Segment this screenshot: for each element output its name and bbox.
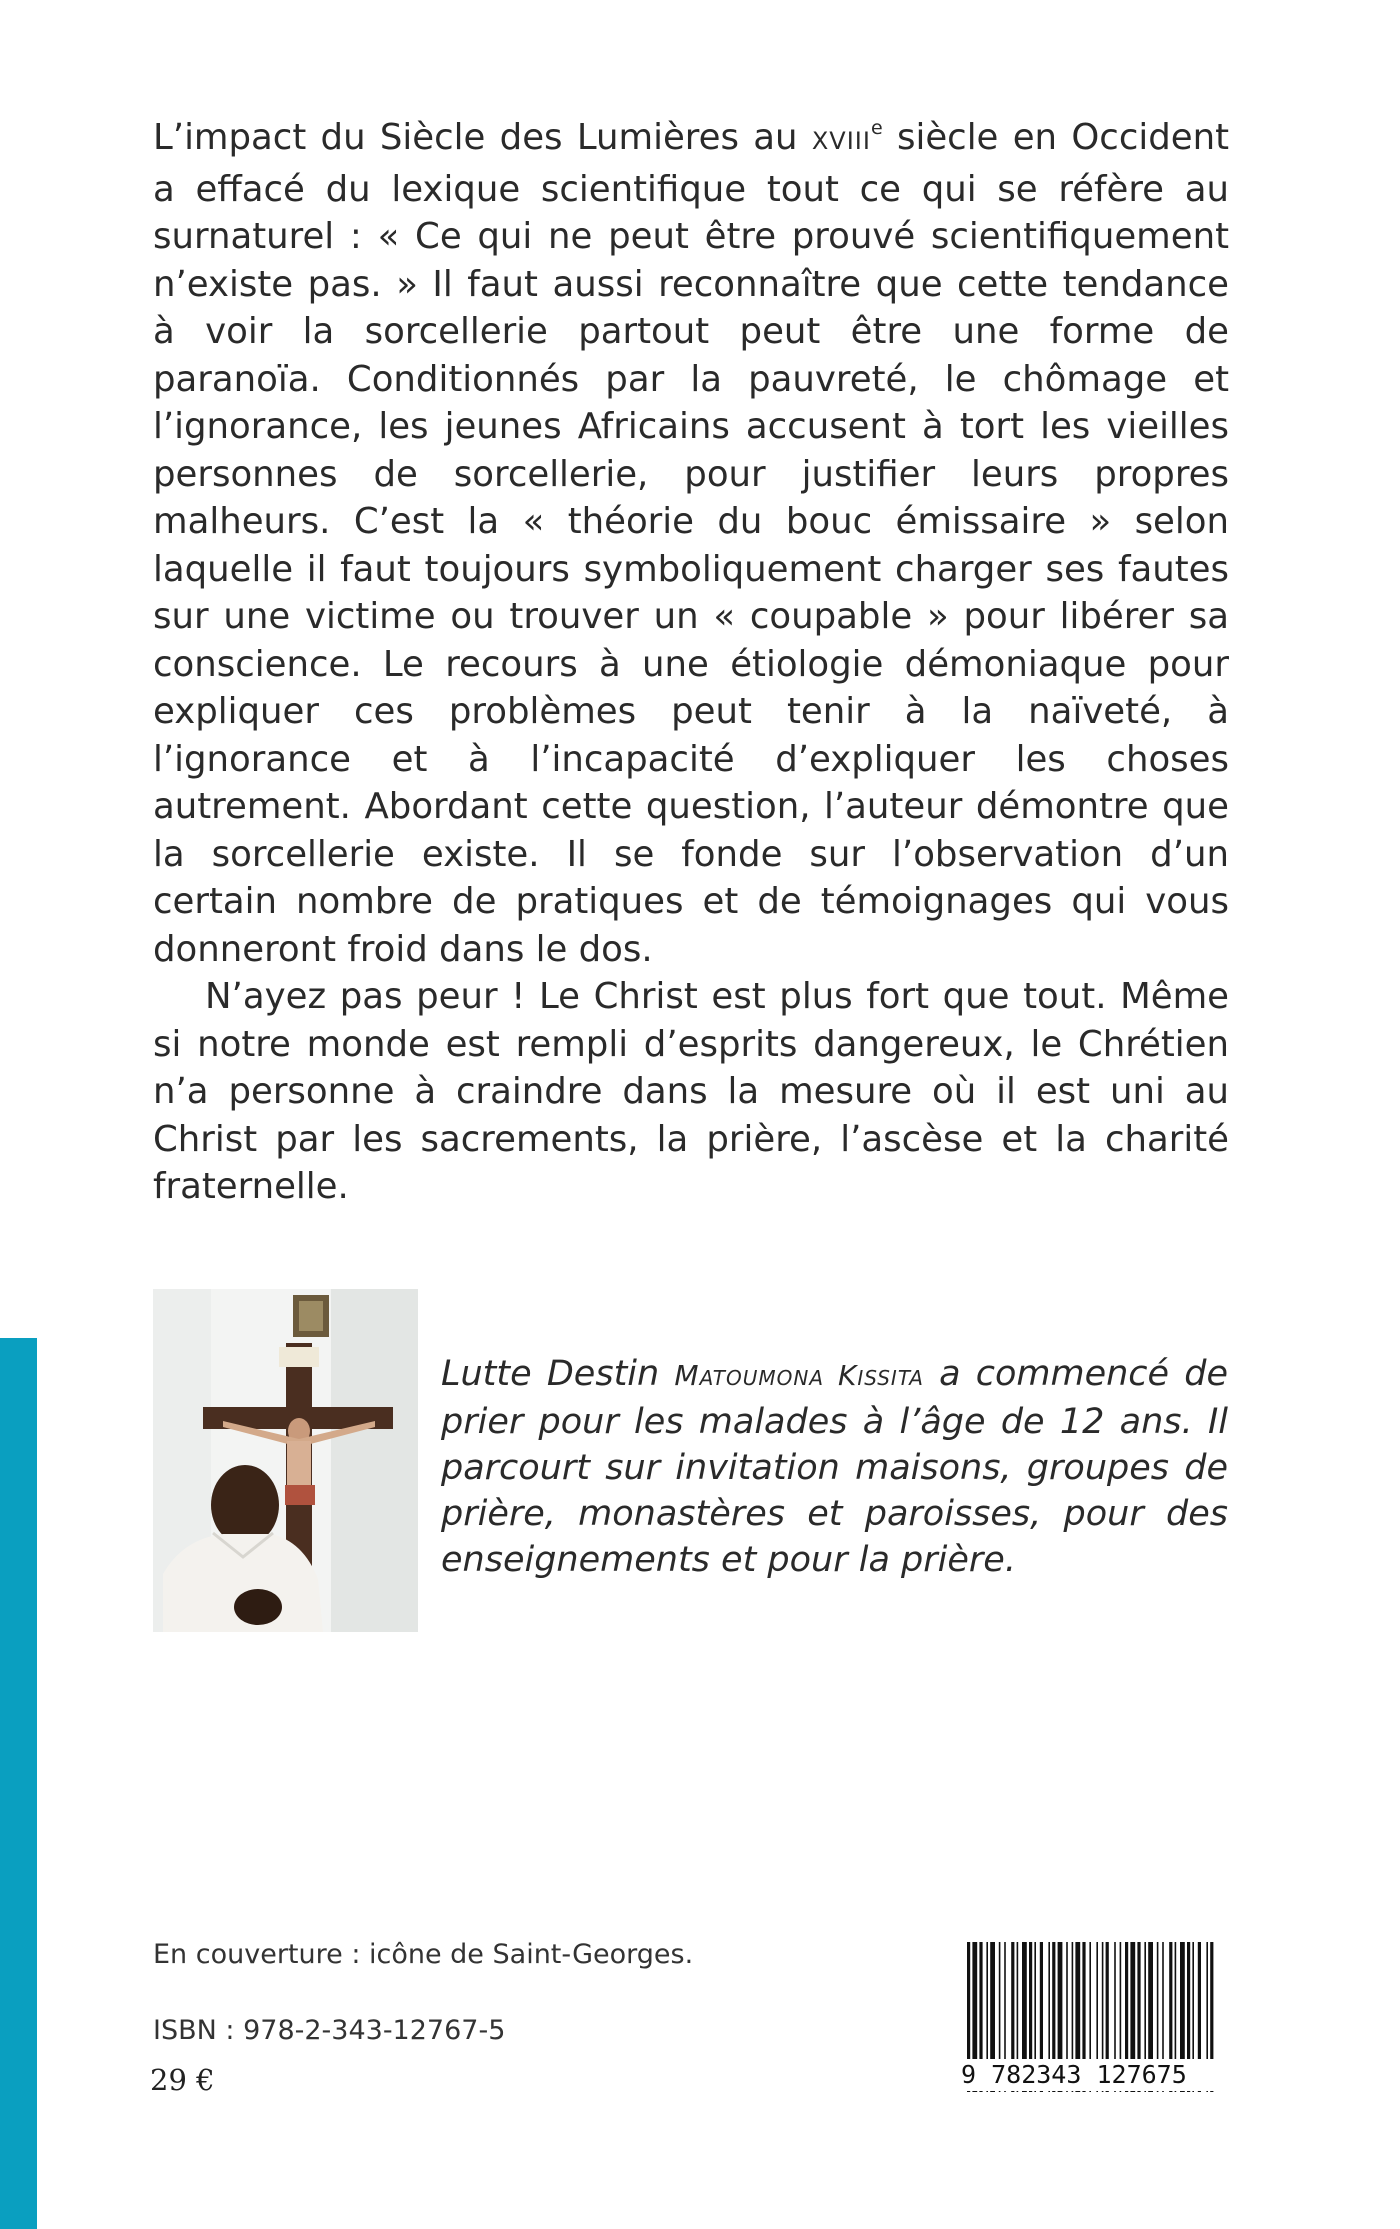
author-bio-text: a commencé de prier pour les malades à l’âge de 12 ans. Il parcourt sur invitation maisons, groupes de prière, monastères et paroisses, pour des enseignements et pour la prière. [441, 1354, 1229, 1580]
author-surname: Matoumona Kissita [674, 1359, 924, 1392]
author-first-names: Lutte Destin [441, 1354, 675, 1394]
century-suffix: e [870, 117, 883, 139]
author-bio [441, 1351, 1228, 1583]
blurb-text: siècle en Occident a effacé du lexique scientifique tout ce qui se réfère au surnaturel : « Ce qui ne peut être prouvé scientifiquement n’existe pas. » Il faut aussi reconnaître que cette tendance à voir la sorcellerie partout peut être une forme de paranoïa. Conditionnés par la pauvreté, le chômage et l’ignorance, les jeunes Africains accusent à tort les vieilles personnes de sorcellerie, pour justifier leurs propres malheurs. C’est la « théorie du bouc émissaire » selon laquelle il faut toujours symboliquement charger ses fautes sur une victime ou trouver un « coupable » pour libérer sa conscience. Le recours à une étiologie démoniaque pour expliquer ces problèmes peut tenir à la naïveté, à l’ignorance et à l’incapacité d’expliquer les choses autrement. Abordant cette question, l’auteur démontre que la sorcellerie existe. Il se fonde sur l’observation d’un certain nombre de pratiques et de témoignages qui vous donneront froid dans le dos. [153, 117, 1230, 970]
barcode-digits: 9 782343 127675 [961, 2059, 1222, 2091]
price: 29 € [150, 2063, 215, 2097]
blurb-text: L’impact du Siècle des Lumières au [153, 117, 812, 158]
back-cover-blurb [153, 114, 1229, 1211]
cyan-spine-bar [0, 1338, 37, 2229]
blurb-paragraph-1 [153, 114, 1229, 973]
blurb-paragraph-2: N’ayez pas peur ! Le Christ est plus fort que tout. Même si notre monde est rempli d’esprits dangereux, le Chrétien n’a personne à craindre dans la mesure où il est uni au Christ par les sacrements, la prière, l’ascèse et la charité fraternelle. [153, 976, 1229, 1207]
cover-credit: En couverture : icône de Saint-Georges. [153, 1939, 694, 1970]
isbn-barcode [961, 1942, 1222, 2096]
century-numeral: XVIII [811, 127, 871, 155]
isbn: ISBN : 978-2-343-12767-5 [153, 2015, 506, 2046]
author-photo [153, 1289, 418, 1632]
